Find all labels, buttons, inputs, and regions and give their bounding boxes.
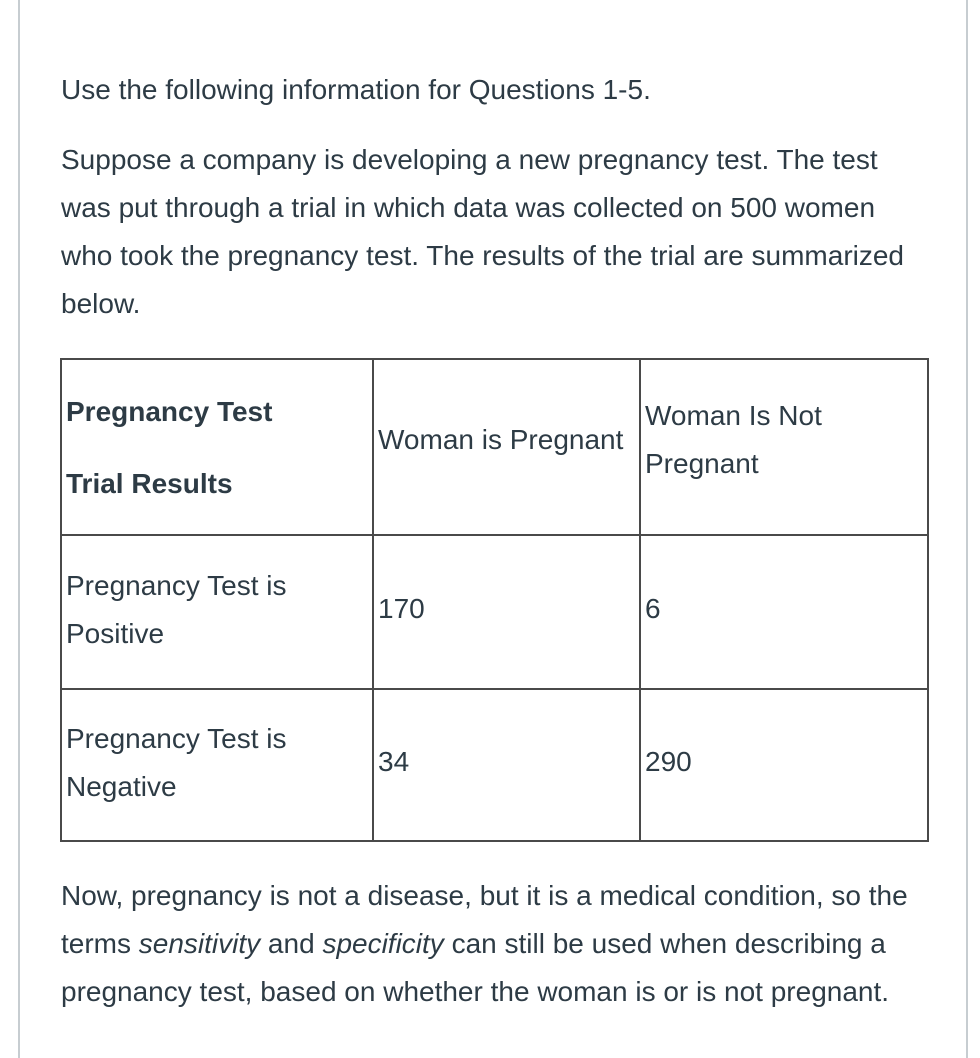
row-label-positive	[61, 535, 373, 689]
header-col-not-pregnant-text: Woman Is Not Pregnant	[645, 400, 822, 479]
value-positive-pregnant: 170	[378, 593, 425, 624]
intro-text: Use the following information for Questions 1-5.	[61, 74, 651, 105]
row-label-negative-text: Pregnancy Test is Negative	[66, 723, 287, 802]
cell-positive-not-pregnant	[640, 535, 928, 689]
header-col-pregnant-text: Woman is Pregnant	[378, 424, 624, 455]
closing-paragraph	[61, 872, 931, 1016]
header-cell-pregnant	[373, 359, 640, 535]
header-cell-not-pregnant	[640, 359, 928, 535]
value-negative-pregnant: 34	[378, 746, 410, 777]
table-row	[61, 689, 928, 841]
closing-text-part2: and	[260, 928, 323, 959]
table-row	[61, 535, 928, 689]
question-content	[61, 66, 931, 1016]
closing-text-part1: Now, pregnancy is not a disease, but it is a medical condition, so the terms	[61, 880, 908, 959]
cell-negative-pregnant	[373, 689, 640, 841]
row-label-positive-text: Pregnancy Test is Positive	[66, 570, 287, 649]
term-specificity: specificity	[322, 928, 444, 959]
closing-text-part3: can still be used when describing a pregnancy test, based on whether the woman is or is not pregnant.	[61, 928, 890, 1007]
table-header-row	[61, 359, 928, 535]
value-negative-not-pregnant: 290	[645, 746, 692, 777]
setup-paragraph: Suppose a company is developing a new pregnancy test. The test was put through a trial in which data was collected on 500 women who took the pregnancy test. The results of the trial are summarized below.	[61, 144, 905, 319]
term-sensitivity: sensitivity	[138, 928, 261, 959]
trial-results-table	[60, 358, 929, 842]
cell-positive-pregnant	[373, 535, 640, 689]
header-row-label-cell	[61, 359, 373, 535]
cell-negative-not-pregnant	[640, 689, 928, 841]
header-label-line1: Pregnancy Test	[66, 396, 273, 427]
row-label-negative	[61, 689, 373, 841]
value-positive-not-pregnant: 6	[645, 593, 661, 624]
header-label-line2: Trial Results	[66, 468, 233, 499]
